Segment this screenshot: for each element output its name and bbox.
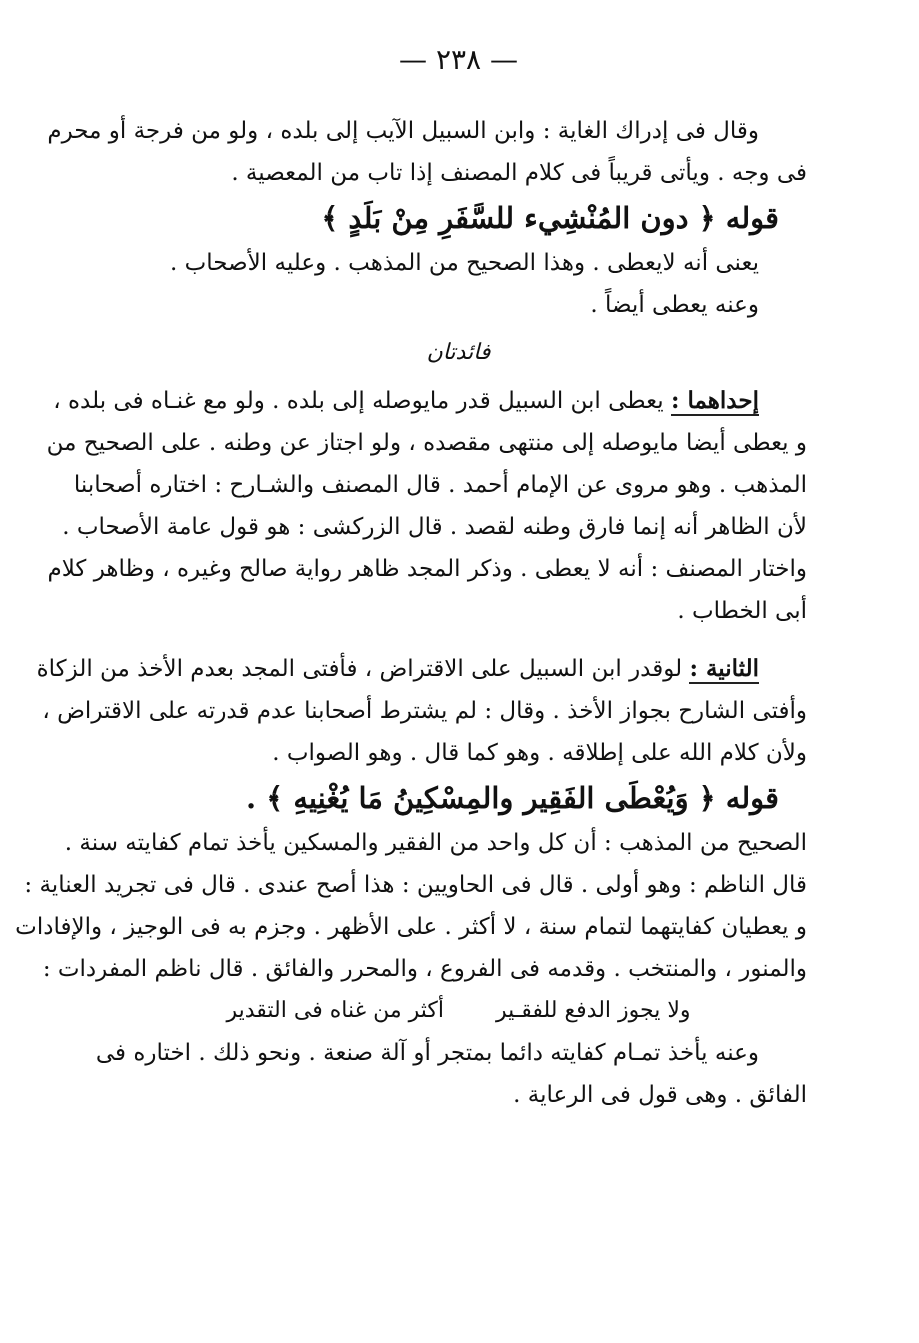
paragraph-line: لأن الظاهر أنه إنما فارق وطنه لقصد . قال الزركشى : هو قول عامة الأصحاب . xyxy=(62,514,807,540)
paragraph-line: وأفتى الشارح بجواز الأخذ . وقال : لم يشترط أصحابنا عدم قدرته على الاقتراض ، xyxy=(42,698,807,724)
paragraph-lead: الثانية : xyxy=(689,655,759,682)
paragraph-line xyxy=(53,380,807,422)
quote-heading: قوله ﴿ وَيُعْطَى الفَقِير والمِسْكِينُ مَا يُغْنِيهِ ﴾ . xyxy=(246,781,779,815)
paragraph-text: يعطى ابن السبيل قدر مايوصله إلى بلده . ولو مع غنـاه فى بلده ، xyxy=(53,388,664,414)
page-number: — ٢٣٨ — xyxy=(399,43,518,76)
paragraph-line: واختار المصنف : أنه لا يعطى . وذكر المجد ظاهر رواية صالح وغيره ، وظاهر كلام xyxy=(47,556,807,582)
page-body xyxy=(15,110,807,1116)
paragraph-text: لوقدر ابن السبيل على الاقتراض ، فأفتى المجد بعدم الأخذ من الزكاة xyxy=(36,656,683,682)
paragraph-line: فى وجه . ويأتى قريباً فى كلام المصنف إذا تاب من المعصية . xyxy=(231,160,807,186)
paragraph-line: الصحيح من المذهب : أن كل واحد من الفقير والمسكين يأخذ تمام كفايته سنة . xyxy=(64,830,807,856)
poem-hemistich: أكثر من غناه فى التقدير xyxy=(226,998,444,1023)
paragraph-line: والمنور ، والمنتخب . وقدمه فى الفروع ، والمحرر والفائق . قال ناظم المفردات : xyxy=(42,956,807,982)
paragraph-line: الفائق . وهى قول فى الرعاية . xyxy=(513,1082,807,1108)
paragraph-line: و يعطى أيضا مايوصله إلى منتهى مقصده ، ولو اجتاز عن وطنه . على الصحيح من xyxy=(46,430,807,456)
paragraph-line: ولأن كلام الله على إطلاقه . وهو كما قال . وهو الصواب . xyxy=(272,740,807,766)
paragraph-line: و يعطيان كفايتهما لتمام سنة ، لا أكثر . على الأظهر . وجزم به فى الوجيز ، والإفادات xyxy=(15,914,807,940)
paragraph-line: المذهب . وهو مروى عن الإمام أحمد . قال المصنف والشـارح : اختاره أصحابنا xyxy=(73,472,807,498)
paragraph-line: وقال فى إدراك الغاية : وابن السبيل الآيب إلى بلده ، ولو من فرجة أو محرم xyxy=(47,118,759,144)
poem-hemistich: ولا يجوز الدفع للفقـير xyxy=(495,998,691,1023)
paragraph-line: وعنه يأخذ تمـام كفايته دائما بمتجر أو آلة صنعة . ونحو ذلك . اختاره فى xyxy=(95,1040,759,1066)
paragraph-line: قال الناظم : وهو أولى . قال فى الحاويين : هذا أصح عندى . قال فى تجريد العناية : xyxy=(24,872,807,898)
section-title: فائدتان xyxy=(426,340,491,365)
paragraph-line: وعنه يعطى أيضاً . xyxy=(590,292,759,318)
poem-verse xyxy=(110,990,807,1032)
paragraph-line: أبى الخطاب . xyxy=(677,598,807,624)
paragraph-line xyxy=(36,648,807,690)
paragraph-line: يعنى أنه لايعطى . وهذا الصحيح من المذهب . وعليه الأصحاب . xyxy=(170,250,759,276)
paragraph-lead: إحداهما : xyxy=(670,387,759,414)
quote-heading: قوله ﴿ دون المُنْشِيء للسَّفَرِ مِنْ بَلَدٍ ﴾ xyxy=(321,201,779,235)
